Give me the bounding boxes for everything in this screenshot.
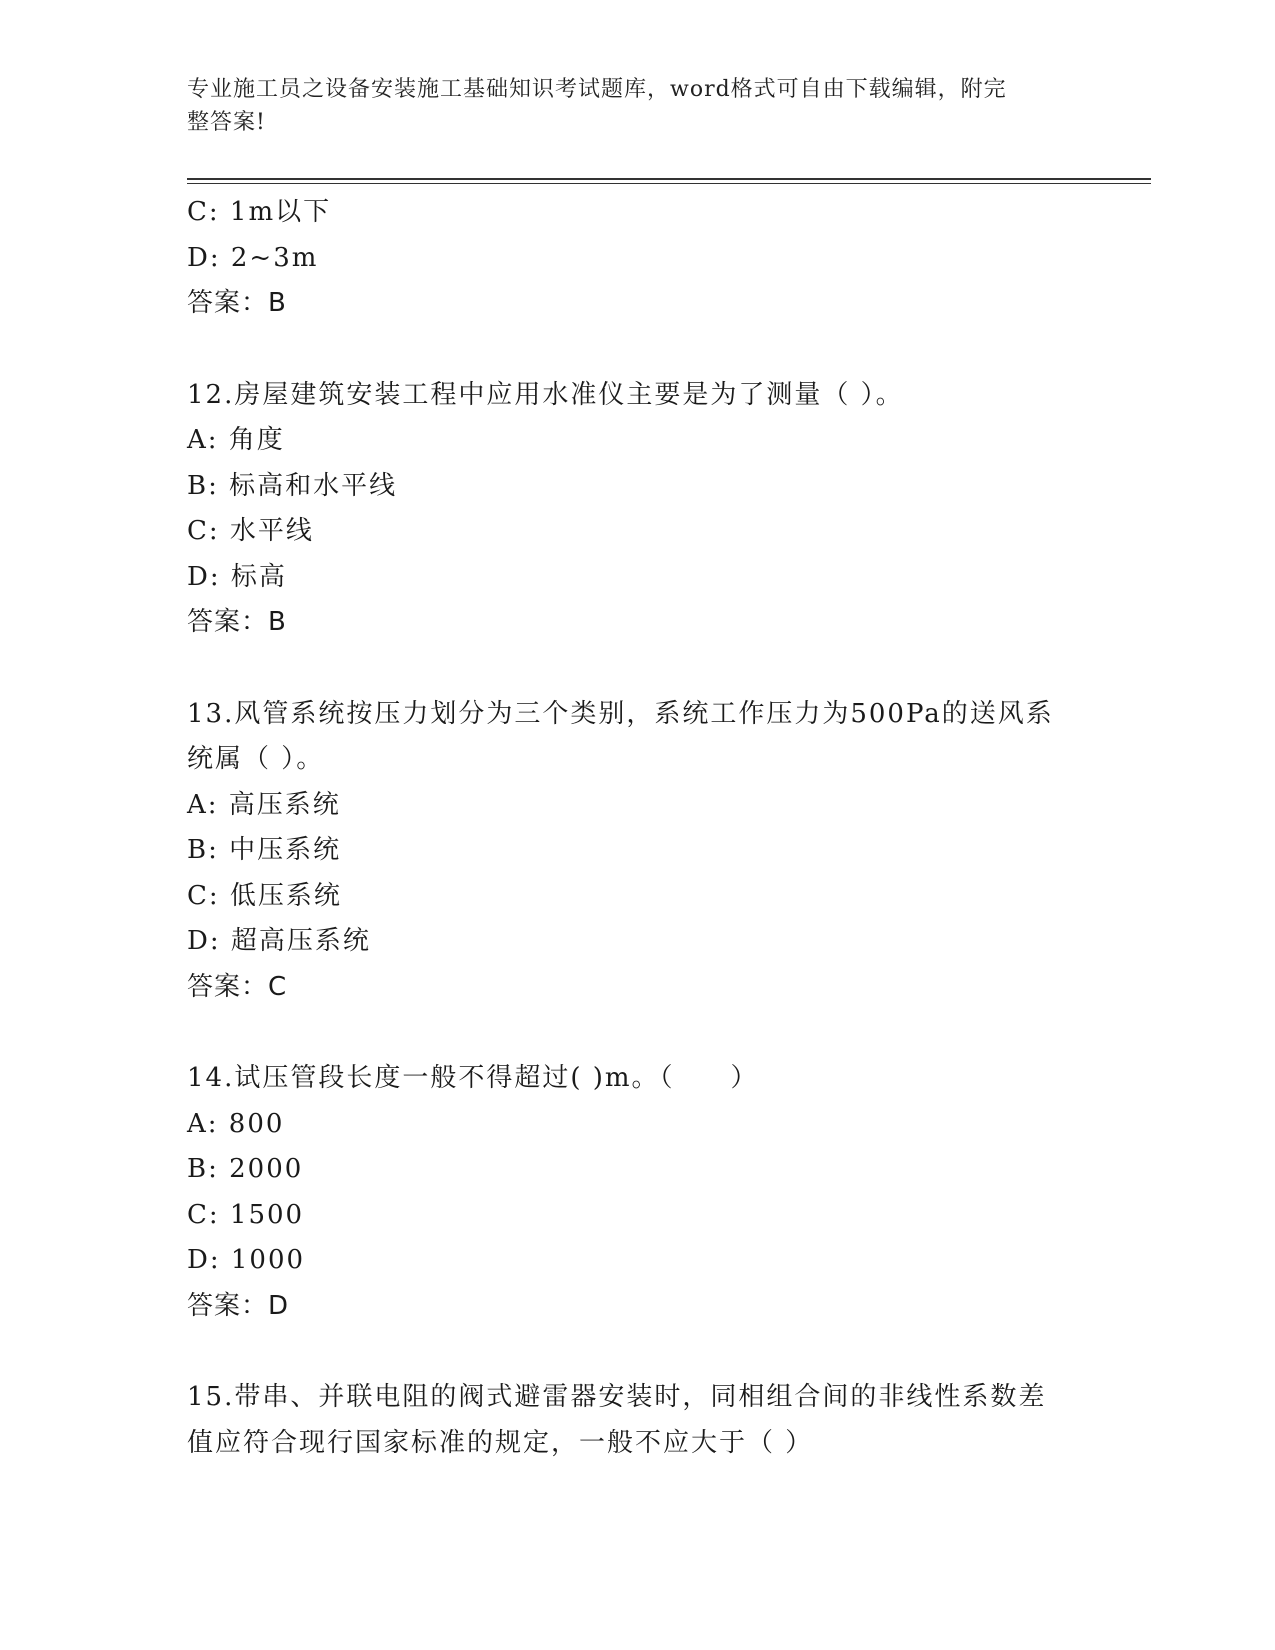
header-line-2: 整答案! (187, 110, 266, 135)
option-b: B: 标高和水平线 (187, 470, 398, 501)
option-d: D: 标高 (187, 561, 287, 592)
question-gap (187, 646, 1087, 692)
question-gap (187, 1010, 1087, 1056)
option-d: D: 超高压系统 (187, 926, 371, 956)
question-11-tail (187, 190, 1087, 327)
question-12 (187, 373, 1087, 646)
question-stem: 12.房屋建筑安装工程中应用水准仪主要是为了测量（ ）。 (187, 379, 904, 410)
question-stem: 15.带串、并联电阻的阀式避雷器安装时，同相组合间的非线性系数差 (187, 1382, 1047, 1412)
header-divider-thin (187, 183, 1151, 184)
option-a: A: 800 (187, 1108, 285, 1139)
question-stem-continued: 统属（ ）。 (187, 744, 325, 774)
header-divider-thick (187, 178, 1151, 180)
question-gap (187, 327, 1087, 373)
answer-line: 答案：D (187, 1290, 290, 1321)
header-line-1: 专业施工员之设备安装施工基础知识考试题库，word格式可自由下载编辑，附完 (187, 77, 1007, 102)
question-gap (187, 1329, 1087, 1375)
question-stem: 13.风管系统按压力划分为三个类别，系统工作压力为500Pa的送风系 (187, 698, 1054, 729)
question-15 (187, 1375, 1087, 1466)
option-d: D: 2~3m (187, 242, 319, 273)
answer-line: 答案：B (187, 607, 287, 637)
option-c: C: 1500 (187, 1199, 305, 1230)
option-c: C: 水平线 (187, 516, 314, 546)
question-stem: 14.试压管段长度一般不得超过( )m。（ ） (187, 1063, 759, 1093)
option-b: B: 2000 (187, 1154, 304, 1184)
question-13 (187, 692, 1087, 1011)
option-a: A: 高压系统 (187, 789, 341, 820)
option-b: B: 中压系统 (187, 835, 342, 865)
question-content (187, 190, 1087, 1466)
question-stem-continued: 值应符合现行国家标准的规定，一般不应大于（ ） (187, 1427, 814, 1458)
option-d: D: 1000 (187, 1245, 306, 1275)
option-a: A: 角度 (187, 425, 285, 455)
question-14 (187, 1056, 1087, 1329)
answer-line: 答案：B (187, 288, 287, 318)
document-header (187, 73, 1067, 139)
option-c: C: 低压系统 (187, 880, 342, 911)
answer-line: 答案：C (187, 971, 288, 1002)
option-c: C: 1m以下 (187, 197, 332, 227)
